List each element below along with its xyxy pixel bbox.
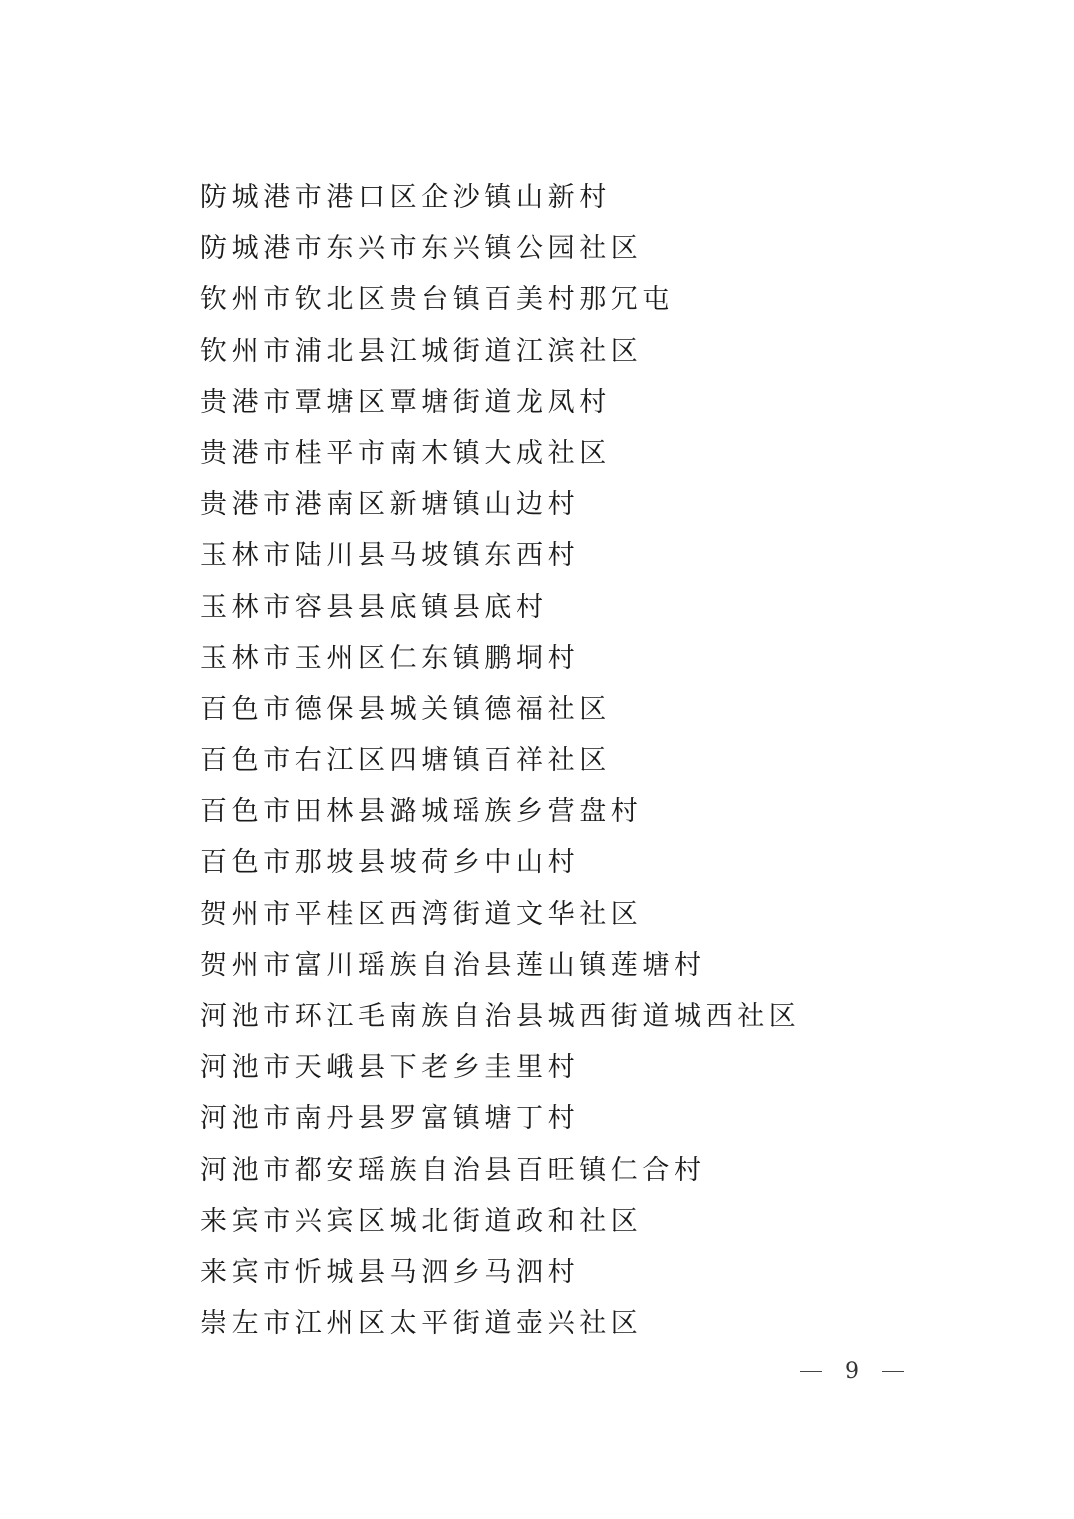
list-item: 贵港市覃塘区覃塘街道龙凤村 bbox=[200, 386, 611, 418]
list-item: 玉林市玉州区仁东镇鹏垌村 bbox=[200, 642, 580, 674]
list-item: 玉林市陆川县马坡镇东西村 bbox=[200, 540, 580, 572]
list-item: 百色市那坡县坡荷乡中山村 bbox=[200, 847, 580, 879]
list-item: 崇左市江州区太平街道壶兴社区 bbox=[200, 1308, 643, 1340]
list-item: 贵港市港南区新塘镇山边村 bbox=[200, 489, 580, 521]
list-item: 河池市天峨县下老乡圭里村 bbox=[200, 1052, 580, 1084]
list-item: 河池市南丹县罗富镇塘丁村 bbox=[200, 1103, 580, 1135]
list-item: 河池市都安瑶族自治县百旺镇仁合村 bbox=[200, 1154, 706, 1186]
list-item: 防城港市港口区企沙镇山新村 bbox=[200, 182, 611, 213]
list-item: 河池市环江毛南族自治县城西街道城西社区 bbox=[200, 1001, 801, 1032]
list-item: 百色市田林县潞城瑶族乡营盘村 bbox=[200, 796, 643, 828]
dash-left bbox=[800, 1371, 822, 1372]
list-item: 百色市右江区四塘镇百祥社区 bbox=[200, 745, 611, 777]
list-item: 防城港市东兴市东兴镇公园社区 bbox=[200, 233, 643, 265]
list-item: 贺州市富川瑶族自治县莲山镇莲塘村 bbox=[200, 949, 706, 981]
location-list bbox=[200, 172, 800, 1349]
list-item: 贵港市桂平市南木镇大成社区 bbox=[200, 437, 611, 469]
list-item: 钦州市钦北区贵台镇百美村那冗屯 bbox=[200, 284, 674, 316]
list-item: 钦州市浦北县江城街道江滨社区 bbox=[200, 335, 643, 367]
list-item: 来宾市兴宾区城北街道政和社区 bbox=[200, 1205, 643, 1237]
list-item: 来宾市忻城县马泗乡马泗村 bbox=[200, 1256, 580, 1288]
list-item: 贺州市平桂区西湾街道文华社区 bbox=[200, 898, 643, 930]
list-item: 玉林市容县县底镇县底村 bbox=[200, 591, 548, 623]
dash-right bbox=[882, 1371, 904, 1372]
page-number: 9 bbox=[845, 1358, 859, 1384]
page-footer bbox=[800, 1356, 904, 1386]
list-item: 百色市德保县城关镇德福社区 bbox=[200, 693, 611, 725]
